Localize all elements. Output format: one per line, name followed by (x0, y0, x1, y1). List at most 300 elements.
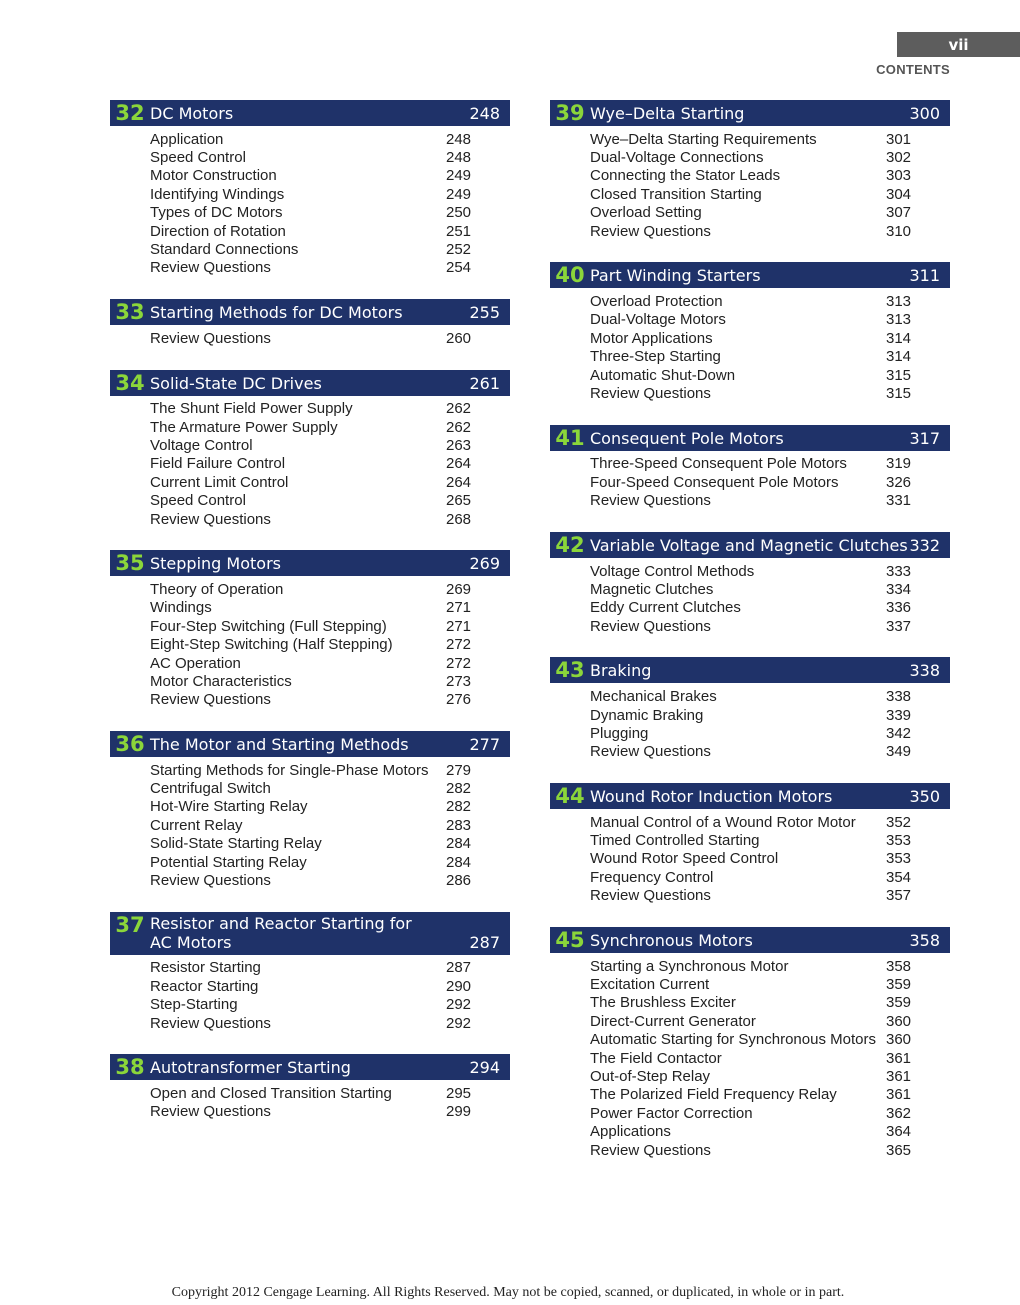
section-list (110, 757, 510, 890)
chapter-page: 287 (469, 932, 500, 952)
chapter-heading[interactable] (550, 425, 950, 451)
entry-page: 272 (446, 654, 472, 672)
toc-entry[interactable] (550, 311, 950, 329)
entry-title: Overload Setting (590, 204, 702, 222)
copyright-notice: Copyright 2012 Cengage Learning. All Rights Reserved. May not be copied, scanned, or duplicated, in whole or in part. (171, 1285, 845, 1300)
toc-entry[interactable] (550, 1049, 950, 1067)
toc-entry[interactable] (110, 259, 510, 277)
toc-entry[interactable] (550, 831, 950, 849)
section-list (550, 809, 950, 905)
entry-title: The Armature Power Supply (150, 418, 338, 436)
toc-entry[interactable] (550, 455, 950, 473)
chapter-heading[interactable] (110, 912, 510, 955)
entry-page: 252 (446, 241, 472, 259)
toc-entry[interactable] (110, 167, 510, 185)
toc-entry[interactable] (110, 835, 510, 853)
entry-page: 292 (446, 1014, 472, 1032)
chapter-page: 350 (909, 786, 940, 806)
toc-entry[interactable] (110, 222, 510, 240)
toc-entry[interactable] (550, 222, 950, 240)
entry-title: The Shunt Field Power Supply (150, 400, 353, 418)
entry-page: 249 (446, 185, 472, 203)
entry-page: 271 (446, 617, 472, 635)
chapter-title: The Motor and Starting Methods (150, 734, 409, 754)
entry-title: Voltage Control Methods (590, 562, 755, 580)
chapter-number: 36 (115, 731, 145, 756)
page-number-tab (897, 32, 1020, 57)
entry-page: 303 (886, 167, 912, 185)
chapter-section (550, 100, 950, 240)
toc-entry[interactable] (550, 185, 950, 203)
entry-title: Review Questions (590, 222, 711, 240)
entry-page: 290 (446, 977, 472, 995)
entry-title: Applications (590, 1123, 671, 1141)
entry-page: 336 (886, 599, 912, 617)
section-list (550, 451, 950, 510)
entry-page: 264 (446, 473, 472, 491)
entry-page: 361 (886, 1049, 912, 1067)
entry-page: 310 (886, 222, 912, 240)
entry-title: Automatic Starting for Synchronous Motors (590, 1031, 876, 1049)
entry-title: Current Relay (150, 816, 243, 834)
toc-entry[interactable] (550, 743, 950, 761)
chapter-page: 311 (909, 266, 940, 286)
entry-title: Wound Rotor Speed Control (590, 850, 779, 868)
chapter-section (550, 927, 950, 1159)
entry-title: Overload Protection (590, 293, 723, 311)
chapter-section (110, 100, 510, 277)
entry-title: Motor Construction (150, 167, 277, 185)
entry-page: 262 (446, 400, 472, 418)
toc-entry[interactable] (110, 599, 510, 617)
chapter-section (110, 731, 510, 890)
section-list (110, 955, 510, 1033)
entry-page: 299 (446, 1103, 472, 1121)
entry-page: 283 (446, 816, 472, 834)
toc-entry[interactable] (110, 977, 510, 995)
toc-entry[interactable] (110, 617, 510, 635)
toc-entry[interactable] (550, 130, 950, 148)
toc-entry[interactable] (110, 130, 510, 148)
toc-entry[interactable] (110, 510, 510, 528)
section-list (550, 558, 950, 636)
chapter-title: Variable Voltage and Magnetic Clutches (590, 535, 908, 555)
entry-title: Eight-Step Switching (Half Stepping) (150, 636, 393, 654)
toc-entry[interactable] (550, 1104, 950, 1122)
entry-page: 337 (886, 617, 912, 635)
entry-page: 254 (446, 259, 472, 277)
entry-title: Review Questions (590, 887, 711, 905)
toc-entry[interactable] (110, 959, 510, 977)
entry-title: Potential Starting Relay (150, 853, 307, 871)
section-list (550, 126, 950, 240)
toc-entry[interactable] (110, 853, 510, 871)
toc-entry[interactable] (110, 240, 510, 258)
chapter-title: Wound Rotor Induction Motors (590, 786, 833, 806)
chapter-page: 358 (909, 930, 940, 950)
entry-title: Windings (150, 599, 212, 617)
entry-title: Frequency Control (590, 868, 714, 886)
toc-entry[interactable] (110, 1103, 510, 1121)
entry-page: 307 (886, 204, 912, 222)
chapter-number: 45 (555, 927, 585, 952)
toc-entry[interactable] (110, 779, 510, 797)
entry-title: Magnetic Clutches (590, 580, 714, 598)
toc-entry[interactable] (110, 798, 510, 816)
entry-page: 338 (886, 688, 912, 706)
entry-page: 248 (446, 130, 472, 148)
entry-page: 249 (446, 167, 472, 185)
chapter-page: 255 (469, 303, 500, 323)
entry-title: The Field Contactor (590, 1049, 722, 1067)
toc-entry[interactable] (550, 204, 950, 222)
entry-page: 365 (886, 1141, 912, 1159)
toc-entry[interactable] (110, 654, 510, 672)
entry-title: Dual-Voltage Motors (590, 311, 726, 329)
toc-entry[interactable] (110, 400, 510, 418)
entry-page: 313 (886, 311, 912, 329)
chapter-number: 35 (115, 551, 145, 576)
entry-title: Timed Controlled Starting (590, 832, 760, 850)
section-list (110, 396, 510, 529)
entry-page: 279 (446, 761, 472, 779)
entry-title: Four-Step Switching (Full Stepping) (150, 617, 387, 635)
entry-page: 284 (446, 853, 472, 871)
toc-entry[interactable] (110, 436, 510, 454)
entry-page: 248 (446, 149, 472, 167)
chapter-title: Consequent Pole Motors (590, 428, 784, 448)
entry-title: Step-Starting (150, 996, 238, 1014)
toc-entry[interactable] (550, 887, 950, 905)
section-list (550, 953, 950, 1159)
entry-page: 364 (886, 1123, 912, 1141)
entry-title: Manual Control of a Wound Rotor Motor (590, 813, 856, 831)
entry-page: 295 (446, 1084, 472, 1102)
chapter-title: Starting Methods for DC Motors (150, 303, 403, 323)
toc-entry[interactable] (110, 491, 510, 509)
entry-page: 360 (886, 1031, 912, 1049)
chapter-heading[interactable] (550, 657, 950, 683)
entry-page: 315 (886, 384, 912, 402)
entry-title: Review Questions (150, 1103, 271, 1121)
toc-entry[interactable] (110, 691, 510, 709)
toc-entry[interactable] (550, 687, 950, 705)
chapter-number: 34 (115, 370, 145, 395)
chapter-heading[interactable] (550, 783, 950, 809)
toc-entry[interactable] (550, 366, 950, 384)
toc-entry[interactable] (550, 491, 950, 509)
toc-entry[interactable] (110, 148, 510, 166)
entry-title: Identifying Windings (150, 185, 285, 203)
chapter-section (110, 370, 510, 529)
toc-entry[interactable] (550, 1067, 950, 1085)
entry-page: 361 (886, 1067, 912, 1085)
chapter-number: 42 (555, 532, 585, 557)
chapter-section (550, 425, 950, 510)
entry-title: Theory of Operation (150, 580, 284, 598)
entry-page: 319 (886, 455, 912, 473)
section-list (550, 683, 950, 761)
chapter-number: 33 (115, 300, 145, 325)
entry-page: 284 (446, 835, 472, 853)
toc-entry[interactable] (110, 871, 510, 889)
chapter-page: 294 (469, 1058, 500, 1078)
toc-entry[interactable] (110, 816, 510, 834)
entry-page: 301 (886, 130, 912, 148)
toc-entry[interactable] (550, 599, 950, 617)
toc-entry[interactable] (110, 580, 510, 598)
toc-column-left (110, 100, 510, 1143)
chapter-number: 37 (115, 912, 145, 937)
toc-entry[interactable] (550, 850, 950, 868)
entry-page: 271 (446, 599, 472, 617)
section-list (110, 325, 510, 347)
entry-page: 359 (886, 994, 912, 1012)
chapter-page: 317 (909, 428, 940, 448)
toc-entry[interactable] (110, 204, 510, 222)
entry-page: 342 (886, 724, 912, 742)
chapter-title: Wye–Delta Starting (590, 104, 745, 123)
chapter-title: Autotransformer Starting (150, 1058, 351, 1078)
entry-title: Review Questions (150, 329, 271, 347)
entry-page: 268 (446, 510, 472, 528)
chapter-section (550, 262, 950, 402)
entry-title: Four-Speed Consequent Pole Motors (590, 473, 839, 491)
entry-page: 357 (886, 887, 912, 905)
chapter-number: 40 (555, 263, 585, 288)
toc-entry[interactable] (110, 185, 510, 203)
chapter-number: 39 (555, 101, 585, 125)
toc-entry[interactable] (550, 1141, 950, 1159)
entry-page: 358 (886, 957, 912, 975)
section-list (110, 126, 510, 277)
entry-page: 250 (446, 204, 472, 222)
entry-title: AC Operation (150, 654, 241, 672)
toc-entry[interactable] (110, 996, 510, 1014)
section-list (550, 288, 950, 402)
entry-title: Plugging (590, 724, 649, 742)
entry-page: 269 (446, 580, 472, 598)
entry-title: Starting Methods for Single-Phase Motors (150, 761, 429, 779)
entry-title: Review Questions (150, 510, 271, 528)
entry-title: Closed Transition Starting (590, 185, 762, 203)
entry-page: 353 (886, 850, 912, 868)
entry-title: Types of DC Motors (150, 204, 283, 222)
entry-title: Connecting the Stator Leads (590, 167, 781, 185)
entry-page: 251 (446, 222, 472, 240)
chapter-section (110, 299, 510, 347)
entry-title: Voltage Control (150, 436, 253, 454)
entry-title: Review Questions (590, 384, 711, 402)
chapter-title: Resistor and Reactor Starting for AC Motors (150, 913, 412, 952)
toc-entry[interactable] (550, 580, 950, 598)
entry-page: 326 (886, 473, 912, 491)
toc-entry[interactable] (550, 975, 950, 993)
entry-title: Current Limit Control (150, 473, 289, 491)
toc-entry[interactable] (550, 706, 950, 724)
entry-page: 331 (886, 492, 912, 510)
entry-page: 353 (886, 832, 912, 850)
toc-entry[interactable] (550, 1122, 950, 1140)
entry-title: Review Questions (150, 691, 271, 709)
toc-entry[interactable] (550, 813, 950, 831)
entry-title: Dual-Voltage Connections (590, 149, 764, 167)
chapter-heading[interactable] (550, 927, 950, 953)
chapter-section (110, 550, 510, 709)
entry-title: The Brushless Exciter (590, 994, 736, 1012)
entry-title: Application (150, 130, 224, 148)
chapter-number: 38 (115, 1055, 145, 1080)
chapter-page: 261 (469, 373, 500, 393)
chapter-title: Synchronous Motors (590, 930, 753, 950)
toc-entry[interactable] (550, 167, 950, 185)
toc-entry[interactable] (110, 473, 510, 491)
entry-title: Review Questions (590, 617, 711, 635)
entry-page: 287 (446, 959, 472, 977)
chapter-heading[interactable] (110, 550, 510, 576)
entry-title: Standard Connections (150, 241, 299, 259)
chapter-heading[interactable] (110, 731, 510, 757)
entry-title: Power Factor Correction (590, 1104, 753, 1122)
entry-page: 352 (886, 813, 912, 831)
toc-entry[interactable] (550, 868, 950, 886)
chapter-number: 41 (555, 425, 585, 450)
toc-entry[interactable] (550, 329, 950, 347)
toc-entry[interactable] (110, 1084, 510, 1102)
chapter-number: 32 (115, 101, 145, 125)
toc-entry[interactable] (550, 384, 950, 402)
entry-title: Wye–Delta Starting Requirements (590, 130, 817, 148)
entry-title: Speed Control (150, 492, 246, 510)
entry-title: Mechanical Brakes (590, 688, 717, 706)
chapter-number: 43 (555, 658, 585, 683)
toc-entry[interactable] (550, 1031, 950, 1049)
toc-entry[interactable] (110, 329, 510, 347)
toc-entry[interactable] (550, 562, 950, 580)
entry-title: Direction of Rotation (150, 222, 286, 240)
entry-page: 262 (446, 418, 472, 436)
entry-title: Field Failure Control (150, 455, 286, 473)
toc-entry[interactable] (550, 348, 950, 366)
entry-title: Resistor Starting (150, 959, 261, 977)
chapter-page: 248 (469, 104, 500, 123)
entry-page: 349 (886, 743, 912, 761)
entry-page: 334 (886, 580, 912, 598)
entry-page: 273 (446, 672, 472, 690)
entry-page: 360 (886, 1012, 912, 1030)
entry-page: 272 (446, 636, 472, 654)
entry-title: Solid-State Starting Relay (150, 835, 322, 853)
chapter-title: Braking (590, 661, 652, 681)
running-head: CONTENTS (876, 62, 950, 77)
entry-page: 304 (886, 185, 912, 203)
entry-page: 276 (446, 691, 472, 709)
entry-title: Out-of-Step Relay (590, 1067, 711, 1085)
toc-entry[interactable] (110, 672, 510, 690)
chapter-heading[interactable] (110, 1054, 510, 1080)
chapter-section (550, 532, 950, 636)
toc-entry[interactable] (110, 418, 510, 436)
chapter-title: Stepping Motors (150, 554, 281, 574)
entry-page: 260 (446, 329, 472, 347)
chapter-heading[interactable] (110, 299, 510, 325)
entry-page: 302 (886, 149, 912, 167)
toc-entry[interactable] (110, 455, 510, 473)
chapter-heading[interactable] (550, 532, 950, 558)
entry-title: Reactor Starting (150, 977, 259, 995)
entry-page: 359 (886, 976, 912, 994)
section-list (110, 1080, 510, 1121)
entry-page: 263 (446, 436, 472, 454)
entry-page: 282 (446, 798, 472, 816)
chapter-heading[interactable] (110, 370, 510, 396)
chapter-heading[interactable] (550, 262, 950, 288)
entry-page: 314 (886, 329, 912, 347)
chapter-page: 300 (909, 104, 940, 123)
entry-title: Three-Speed Consequent Pole Motors (590, 455, 847, 473)
entry-title: Centrifugal Switch (150, 780, 271, 798)
entry-title: Review Questions (590, 1141, 711, 1159)
toc-entry[interactable] (550, 724, 950, 742)
chapter-section (550, 657, 950, 761)
chapter-page: 269 (469, 554, 500, 574)
entry-title: Review Questions (150, 259, 271, 277)
entry-page: 282 (446, 780, 472, 798)
entry-title: Motor Applications (590, 329, 713, 347)
entry-title: Eddy Current Clutches (590, 599, 741, 617)
chapter-title: Part Winding Starters (590, 266, 761, 286)
chapter-page: 332 (909, 535, 940, 555)
entry-title: Review Questions (590, 743, 711, 761)
entry-title: Excitation Current (590, 976, 710, 994)
toc-column-right (550, 100, 950, 1181)
entry-title: Automatic Shut-Down (590, 366, 736, 384)
toc-entry[interactable] (550, 617, 950, 635)
chapter-heading[interactable] (110, 100, 510, 126)
chapter-number: 44 (555, 783, 585, 808)
entry-page: 354 (886, 868, 912, 886)
entry-page: 265 (446, 492, 472, 510)
entry-page: 313 (886, 293, 912, 311)
entry-title: Review Questions (590, 492, 711, 510)
toc-entry[interactable] (550, 957, 950, 975)
section-list (110, 576, 510, 709)
toc-entry[interactable] (110, 635, 510, 653)
toc-entry[interactable] (550, 473, 950, 491)
toc-entry[interactable] (110, 761, 510, 779)
toc-entry[interactable] (550, 148, 950, 166)
toc-entry[interactable] (550, 994, 950, 1012)
entry-title: Review Questions (150, 1014, 271, 1032)
entry-title: Direct-Current Generator (590, 1012, 756, 1030)
chapter-heading[interactable] (550, 100, 950, 126)
entry-title: Dynamic Braking (590, 706, 704, 724)
chapter-section (550, 783, 950, 905)
entry-title: Three-Step Starting (590, 348, 721, 366)
entry-page: 361 (886, 1086, 912, 1104)
entry-title: Motor Characteristics (150, 672, 292, 690)
entry-title: Speed Control (150, 149, 246, 167)
toc-entry[interactable] (110, 1014, 510, 1032)
entry-title: The Polarized Field Frequency Relay (590, 1086, 837, 1104)
entry-title: Starting a Synchronous Motor (590, 957, 789, 975)
chapter-title: Solid-State DC Drives (150, 373, 322, 393)
toc-entry[interactable] (550, 1086, 950, 1104)
toc-entry[interactable] (550, 292, 950, 310)
entry-title: Review Questions (150, 872, 271, 890)
toc-entry[interactable] (550, 1012, 950, 1030)
chapter-page: 338 (909, 661, 940, 681)
